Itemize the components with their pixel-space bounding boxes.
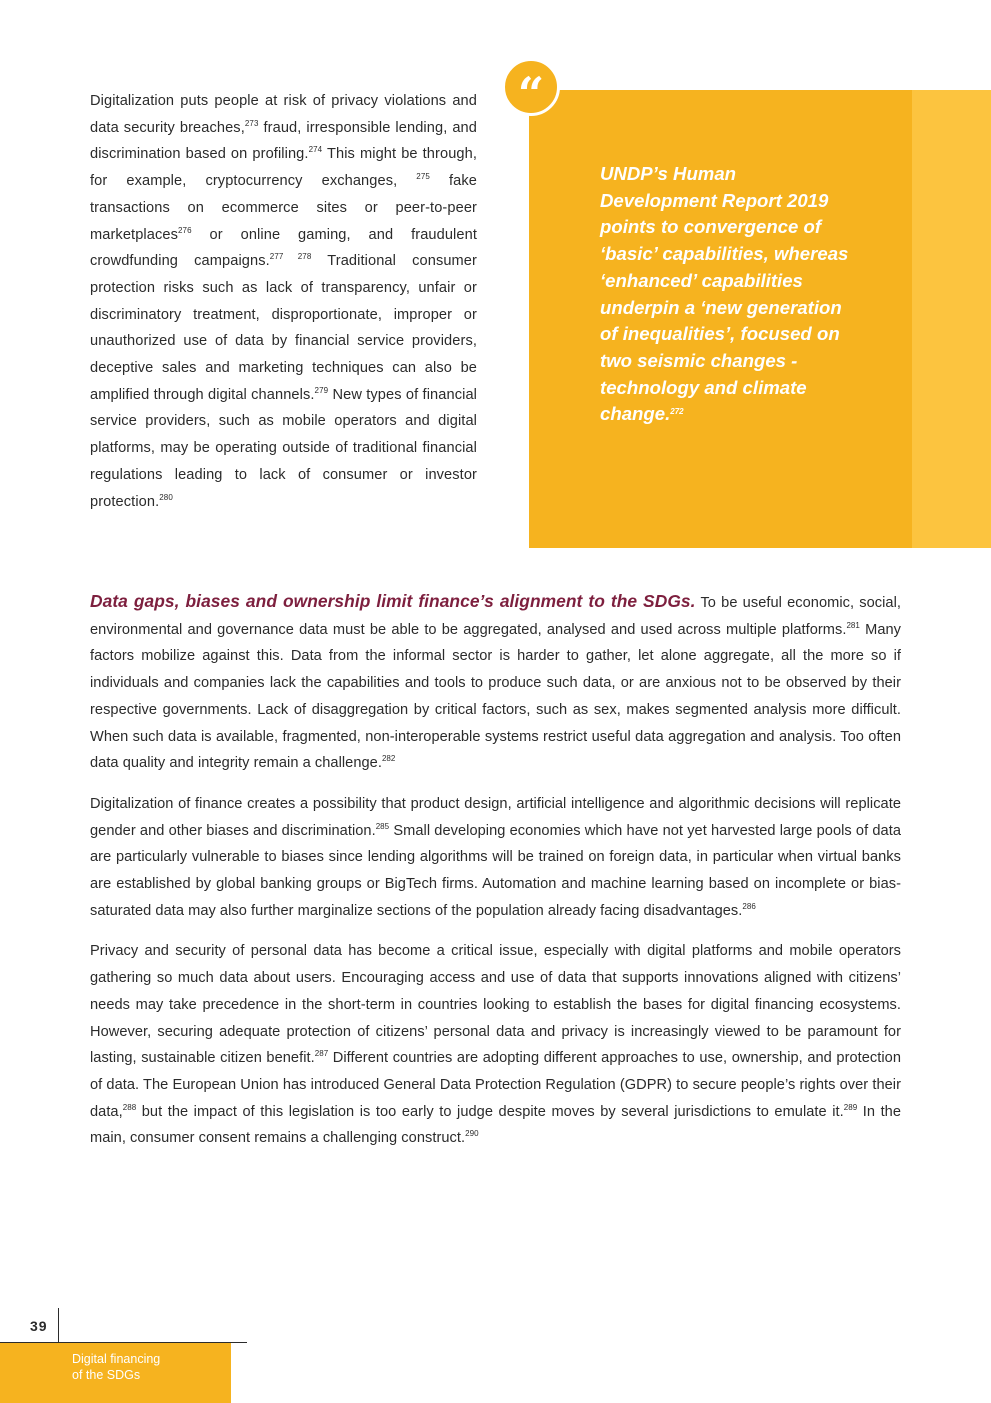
body-text: Different countries are adopting different approaches to use, ownership, and protection of data. The European Union has introduced General Data Protection Regulation (GDPR) to secure people’s rights over their data, (90, 1050, 901, 1120)
body-text: but the impact of this legislation is too early to judge despite moves by several jurisdictions to emulate it. (136, 1103, 844, 1120)
body-text: Small developing economies which have not yet harvested large pools of data are particularly vulnerable to biases since lending algorithms will be trained on foreign data, in particular when virtual banks are established by global banking groups or BigTech firms. Automation and machine learning based on incomplete or bias-saturated data may also further marginalize sections of the population already facing disadvantages. (90, 822, 901, 919)
publication-title-line-2: of the SDGs (72, 1367, 141, 1382)
footnote-ref[interactable]: 288 (122, 1102, 137, 1112)
footnote-ref[interactable]: 276 (178, 225, 192, 235)
body-text: Many factors mobilize against this. Data from the informal sector is harder to gather, let alone aggregate, all the more so if individuals and companies lack the capabilities and tools to produce such data, or are anxious not to be observed by their respective governments. Lack of disaggregation by critical factors, such as sex, makes segmented analysis more difficult. When such data is available, fragmented, non-interoperable systems restrict useful data aggregation and analysis. Too often data quality and integrity remain a challenge. (90, 621, 901, 772)
intro-text: This might be through, for example, cryptocurrency exchanges, (90, 146, 478, 190)
body-text: In the main, consumer consent remains a challenging construct. (90, 1103, 902, 1147)
body-paragraph-3 (90, 938, 901, 1152)
page-number: 39 (30, 1318, 48, 1334)
body-text: Privacy and security of personal data has become a critical issue, especially with digital platforms and mobile operators gathering so much data about users. Encouraging access and use of data that supports innovations aligned with citizens’ needs may take precedence in the short-term in countries looking to establish the bases for digital financing ecosystems. However, securing adequate protection of citizens’ personal data and privacy is increasingly viewed to be paramount for lasting, sustainable citizen benefit. (90, 943, 901, 1067)
intro-text: Traditional consumer protection risks such as lack of transparency, unfair or discriminatory treatment, disproportionate, improper or unauthorized use of data by financial service providers, deceptive sales and marketing techniques can also be amplified through digital channels. (90, 253, 477, 403)
footnote-ref[interactable]: 279 (314, 385, 329, 395)
intro-text: New types of financial service providers, such as mobile operators and digital platforms, may be operating outside of traditional financial regulations leading to lack of consumer or investor protection. (90, 386, 478, 510)
body-paragraph-1 (90, 588, 901, 777)
main-body (90, 588, 901, 1166)
footnote-ref[interactable]: 273 (244, 118, 259, 128)
intro-text: or online gaming, and fraudulent crowdfunding campaigns. (90, 226, 477, 270)
quote-icon: “ (502, 58, 560, 116)
publication-title (72, 1352, 222, 1383)
callout-quote-text: UNDP’s Human Development Report 2019 points to convergence of ‘basic’ capabilities, whereas ‘enhanced’ capabilities underpin a ‘new generation of inequalities’, focused on two seismic changes - technology and climate change. (600, 163, 849, 425)
footnote-ref[interactable]: 290 (465, 1129, 479, 1139)
publication-title-line-1: Digital financing (72, 1352, 161, 1366)
body-paragraph-2 (90, 791, 901, 925)
footnote-ref[interactable]: 281 (846, 620, 860, 630)
section-lead-heading: Data gaps, biases and ownership limit finance’s alignment to the SDGs. (90, 591, 696, 611)
body-text: To be useful economic, social, environmental and governance data must be able to be aggregated, analysed and used across multiple platforms. (90, 595, 901, 638)
footnote-ref[interactable]: 280 (159, 492, 173, 502)
footnote-ref[interactable]: 282 (381, 754, 396, 764)
footnote-ref[interactable]: 275 (416, 172, 430, 182)
intro-paragraph (90, 88, 477, 515)
footnote-ref[interactable]: 274 (308, 145, 323, 155)
intro-text: fraud, irresponsible lending, and discrimination based on profiling. (90, 119, 477, 163)
intro-text: fake transactions on ecommerce sites or peer-to-peer marketplaces (90, 173, 477, 243)
callout-quote (600, 161, 850, 428)
footnote-ref[interactable]: 286 (742, 901, 756, 911)
body-text: Digitalization of finance creates a possibility that product design, artificial intelligence and algorithmic decisions will replicate gender and other biases and discrimination. (90, 795, 901, 839)
footnote-ref[interactable]: 272 (670, 407, 684, 417)
footnote-ref[interactable]: 287 (314, 1049, 329, 1059)
footnote-ref[interactable]: 277 278 (269, 252, 312, 262)
footnote-ref[interactable]: 285 (375, 821, 390, 831)
callout-accent-strip (912, 90, 991, 548)
footnote-ref[interactable]: 289 (843, 1102, 858, 1112)
intro-text: Digitalization puts people at risk of privacy violations and data security breaches, (90, 93, 477, 136)
